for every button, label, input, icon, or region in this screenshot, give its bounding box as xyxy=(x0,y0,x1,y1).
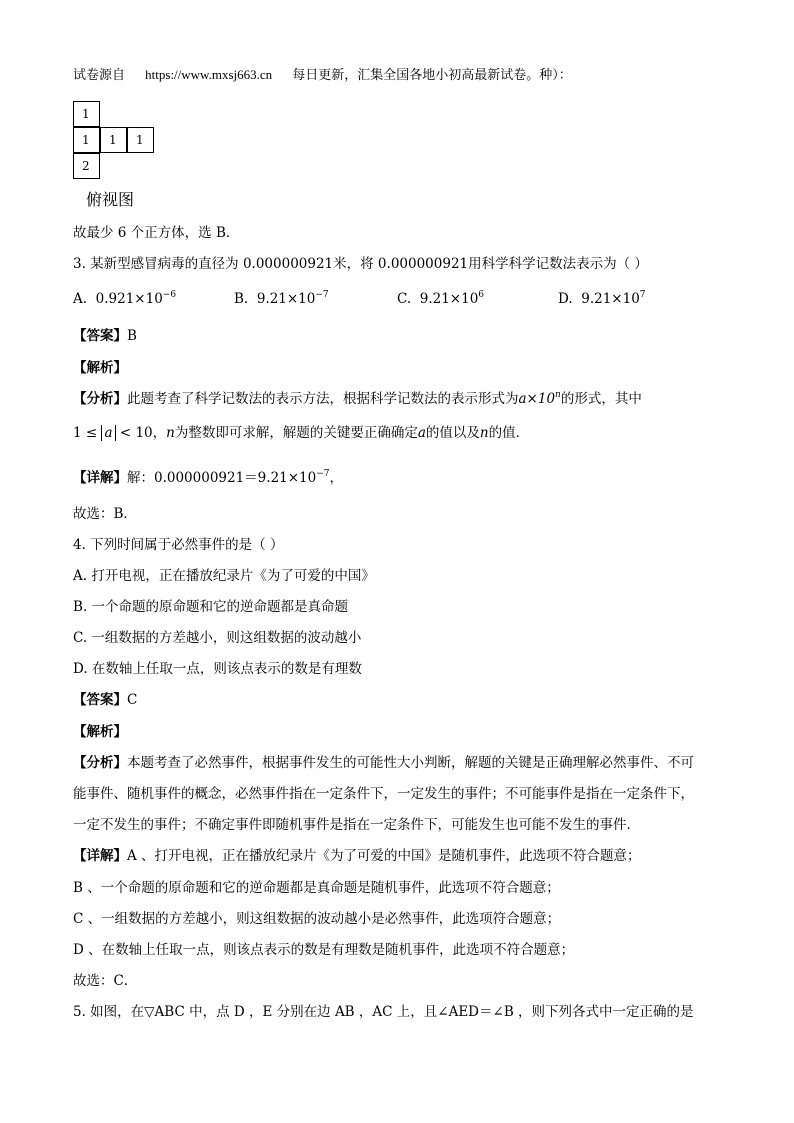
q4-option-b: B. 一个命题的原命题和它的逆命题都是真命题 xyxy=(73,599,349,615)
grid-cell: 2 xyxy=(73,153,100,179)
q3-fenxi-line1: 【分析】此题考查了科学记数法的表示方法，根据科学记数法的表示形式为$a\times 10^n$的形式，其中 xyxy=(73,390,642,407)
q4-analysis-label: 【解析】 xyxy=(73,724,127,740)
q4-detail-b: B 、一个命题的原命题和它的逆命题都是真命题是随机事件，此选项不符合题意； xyxy=(73,880,560,896)
grid-cell: 1 xyxy=(73,127,100,153)
q4-detail-d: D 、在数轴上任取一点，则该点表示的数是有理数是随机事件，此选项不符合题意； xyxy=(73,942,575,958)
q4-detail-c: C 、一组数据的方差越小，则这组数据的波动越小是必然事件，此选项符合题意； xyxy=(73,911,561,927)
figure-caption: 俯视图 xyxy=(86,190,135,209)
q4-choose: 故选：C． xyxy=(73,973,138,989)
q4-answer: 【答案】C xyxy=(73,692,138,708)
q3-detail: 【详解】解：$0.000000921=9.21\times 10^{-7}$， xyxy=(73,469,344,486)
q4-option-c: C. 一组数据的方差越小，则这组数据的波动越小 xyxy=(73,630,362,646)
q4-fenxi-line3: 一定不发生的事件；不确定事件即随机事件是指在一定条件下，可能发生也可能不发生的事件． xyxy=(73,817,640,833)
q3-stem: 3. 某新型感冒病毒的直径为 0.000000921米，将 0.000000921用科学科学记数法表示为（ ） xyxy=(73,256,648,272)
grid-cell: 1 xyxy=(100,127,127,153)
source-url[interactable]: https://www.mxsj663.cn xyxy=(145,67,273,82)
q3-choose: 故选：B． xyxy=(73,506,137,522)
grid-cell: 1 xyxy=(127,127,154,153)
q4-option-a: A. 打开电视，正在播放纪录片《为了可爱的中国》 xyxy=(73,568,375,584)
q4-fenxi-line2: 能事件、随机事件的概念，必然事件指在一定条件下，一定发生的事件；不可能事件是指在一定条件下， xyxy=(73,786,694,802)
q4-detail-a: 【详解】A 、打开电视，正在播放纪录片《为了可爱的中国》是随机事件，此选项不符合题意； xyxy=(73,848,641,864)
q3-option-d: D. $9.21\times 10^7$ xyxy=(558,290,646,307)
q3-option-c: C. $9.21\times 10^6$ xyxy=(397,290,485,307)
q3-fenxi-line2: 1 ≤ a < 10，n为整数即可求解，解题的关键要正确确定a的值以及n的值． xyxy=(73,425,530,441)
q4-fenxi-line1: 【分析】本题考查了必然事件，根据事件发生的可能性大小判断，解题的关键是正确理解必然事件、不可 xyxy=(73,755,694,771)
q4-stem: 4. 下列时间属于必然事件的是（ ） xyxy=(73,537,284,553)
q4-option-d: D. 在数轴上任取一点，则该点表示的数是有理数 xyxy=(73,661,362,677)
q5-stem: 5. 如图，在▽ABC 中，点 D ，E 分别在边 AB ，AC 上，且∠AED＝∠B ，则下列各式中一定正确的是 xyxy=(73,1004,694,1020)
page-header xyxy=(73,66,572,85)
source-label: 试卷源自 xyxy=(73,68,126,83)
q3-answer: 【答案】B xyxy=(73,328,137,344)
q3-option-a: A. $0.921\times 10^{-6}$ xyxy=(73,290,177,307)
q2-conclusion: 故最少 6 个正方体，选 B． xyxy=(73,225,240,241)
q3-option-b: B. $9.21\times 10^{-7}$ xyxy=(234,290,329,307)
header-slogan: 每日更新，汇集全国各地小初高最新试卷。种）： xyxy=(292,68,572,83)
grid-cell: 1 xyxy=(73,101,100,127)
q3-analysis-label: 【解析】 xyxy=(73,360,127,376)
